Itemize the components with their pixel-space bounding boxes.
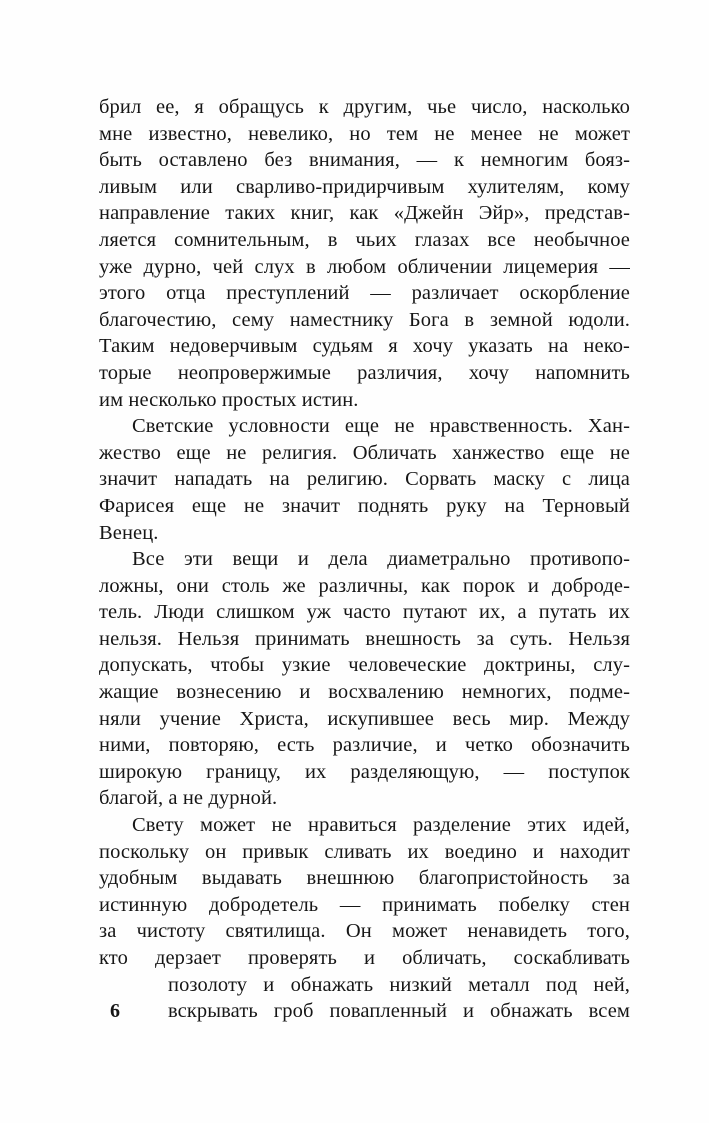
- text-line: истинную добродетель — принимать побелку стен: [99, 893, 630, 916]
- text-line: направление таких книг, как «Джейн Эйр», представ-: [99, 202, 630, 225]
- text-line: удобным выдавать внешнюю благопристойность за: [99, 867, 630, 890]
- text-line: поскольку он привык сливать их воедино и находит: [99, 840, 630, 863]
- text-line: вскрывать гроб повапленный и обнажать всем: [168, 1000, 630, 1023]
- text-line: Все эти вещи и дела диаметрально противопо-: [132, 548, 630, 571]
- text-line: брил ее, я обращусь к другим, чье число, насколько: [99, 96, 630, 118]
- text-line: этого отца преступлений — различает оскорбление: [99, 282, 630, 305]
- text-line: позолоту и обнажать низкий металл под ней,: [168, 973, 630, 996]
- page-text: [99, 94, 630, 1025]
- text-line: Светские условности еще не нравственность. Хан-: [132, 415, 630, 438]
- text-line: Свету может не нравиться разделение этих идей,: [132, 814, 630, 837]
- text-line: Фарисея еще не значит поднять руку на Терновый: [99, 494, 630, 517]
- text-line: ними, повторяю, есть различие, и четко обозначить: [99, 734, 630, 757]
- text-line: Венец.: [99, 521, 159, 544]
- text-line: уже дурно, чей слух в любом обличении лицемерия —: [99, 255, 630, 278]
- text-line: благой, а не дурной.: [99, 787, 278, 810]
- text-line: няли учение Христа, искупившее весь мир. Между: [99, 707, 630, 730]
- text-line: благочестию, сему наместнику Бога в земной юдоли.: [99, 308, 630, 331]
- text-line: жество еще не религия. Обличать ханжество еще не: [99, 441, 630, 464]
- text-line: мне известно, невелико, но тем не менее не может: [99, 122, 630, 145]
- text-line: широкую границу, их разделяющую, — поступок: [99, 760, 630, 783]
- text-line: Таким недоверчивым судьям я хочу указать на неко-: [99, 335, 630, 358]
- text-line: значит нападать на религию. Сорвать маску с лица: [99, 468, 630, 491]
- text-line: ложны, они столь же различны, как порок и доброде-: [99, 574, 630, 597]
- text-line: допускать, чтобы узкие человеческие доктрины, слу-: [99, 654, 630, 677]
- text-line: им несколько простых истин.: [99, 388, 359, 411]
- text-line: ливым или сварливо-придирчивым хулителям, кому: [99, 175, 630, 198]
- text-line: нельзя. Нельзя принимать внешность за суть. Нельзя: [99, 627, 630, 650]
- text-line: жащие вознесению и восхвалению немногих, подме-: [99, 681, 630, 704]
- text-line: быть оставлено без внимания, — к немногим бояз-: [99, 149, 630, 172]
- text-line: за чистоту святилища. Он может ненавидеть того,: [99, 920, 630, 943]
- text-line: торые неопровержимые различия, хочу напомнить: [99, 361, 630, 384]
- text-line: ляется сомнительным, в чьих глазах все необычное: [99, 228, 630, 251]
- page-number: 6: [110, 1000, 120, 1022]
- text-line: кто дерзает проверять и обличать, соскабливать: [99, 947, 630, 969]
- text-line: тель. Люди слишком уж часто путают их, а путать их: [99, 601, 630, 624]
